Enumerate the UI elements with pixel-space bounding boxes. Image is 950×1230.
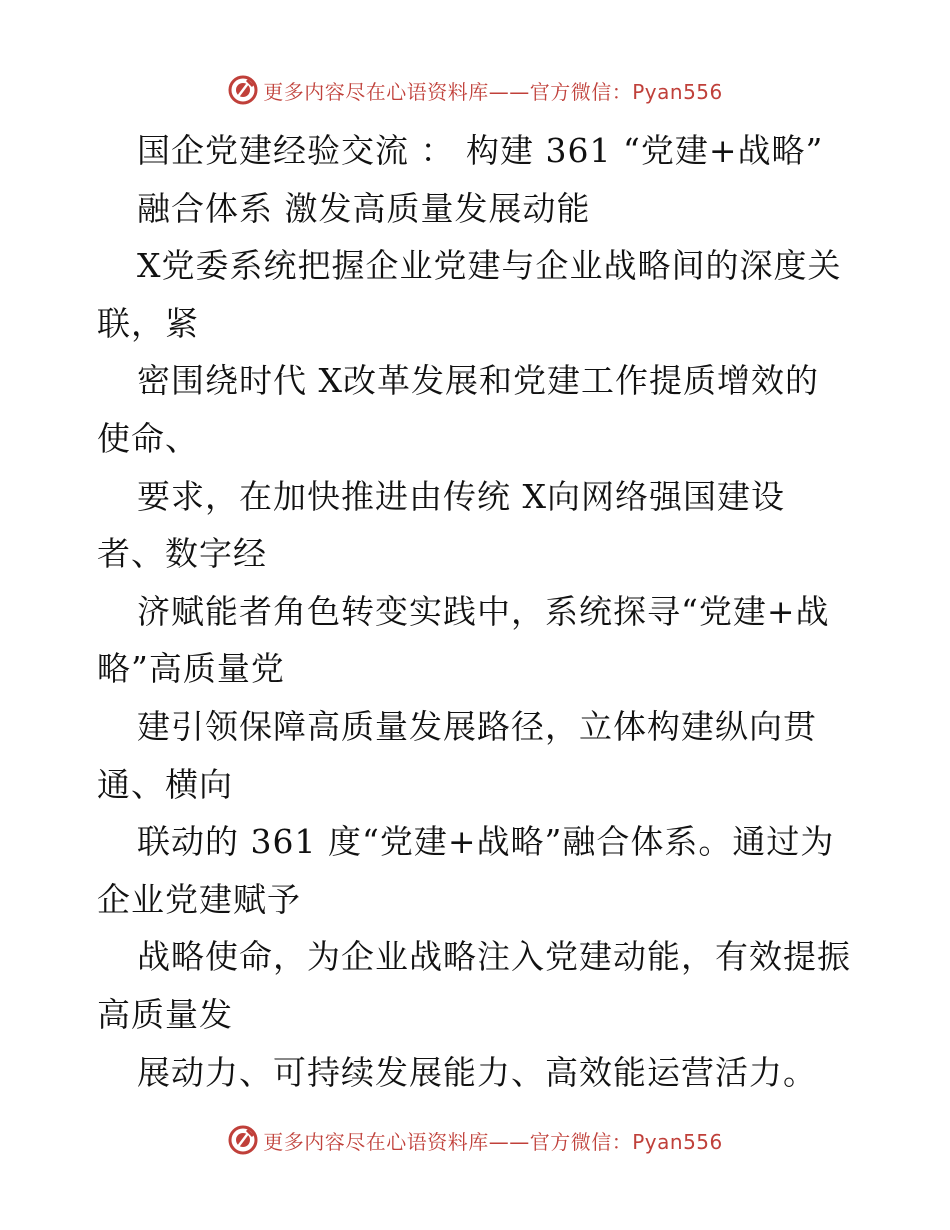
- title-line-1: 国企党建经验交流 ： 构建 361 “党建+战略”: [137, 131, 824, 170]
- paragraph-line: X党委系统把握企业党建与企业战略间的深度关: [137, 246, 842, 286]
- paragraph-line: 联，紧: [97, 303, 199, 343]
- header-banner: [0, 70, 950, 110]
- banner-separator: ——: [488, 79, 530, 104]
- footer-banner: [0, 1120, 950, 1160]
- banner-wechat-id: Pyan556: [632, 79, 723, 104]
- paragraph-line: 济赋能者角色转变实践中，系统探寻“党建+战: [137, 591, 830, 631]
- banner-promo-text: 更多内容尽在心语资料库: [263, 79, 489, 104]
- paragraph-line: 通、横向: [97, 764, 233, 804]
- paragraph-line: 建引领保障高质量发展路径，立体构建纵向贯: [137, 706, 817, 746]
- paragraph-line: 展动力、可持续发展能力、高效能运营活力。: [137, 1052, 817, 1092]
- banner-official-label: 官方微信：: [529, 79, 633, 104]
- paragraph-line: 联动的 361 度“党建+战略”融合体系。通过为: [137, 822, 835, 862]
- banner-official-label: 官方微信：: [529, 1129, 633, 1154]
- title-line-2: 融合体系 激发高质量发展动能: [137, 188, 591, 228]
- banner-promo-text: 更多内容尽在心语资料库: [263, 1129, 489, 1154]
- seal-logo-icon: [227, 74, 259, 106]
- paragraph-line: 高质量发: [97, 994, 233, 1034]
- paragraph-line: 略”高质量党: [97, 649, 285, 689]
- paragraph-line: 者、数字经: [97, 534, 267, 574]
- banner-wechat-id: Pyan556: [632, 1129, 723, 1154]
- banner-separator: ——: [488, 1129, 530, 1154]
- paragraph-line: 使命、: [97, 418, 199, 458]
- document-body: [97, 122, 867, 1101]
- seal-logo-icon: [227, 1124, 259, 1156]
- paragraph-line: 要求，在加快推进由传统 X向网络强国建设: [137, 476, 785, 516]
- paragraph-line: 战略使命，为企业战略注入党建动能，有效提振: [137, 937, 851, 977]
- paragraph-line: 企业党建赋予: [97, 879, 301, 919]
- paragraph-line: 密围绕时代 X改革发展和党建工作提质增效的: [137, 361, 819, 401]
